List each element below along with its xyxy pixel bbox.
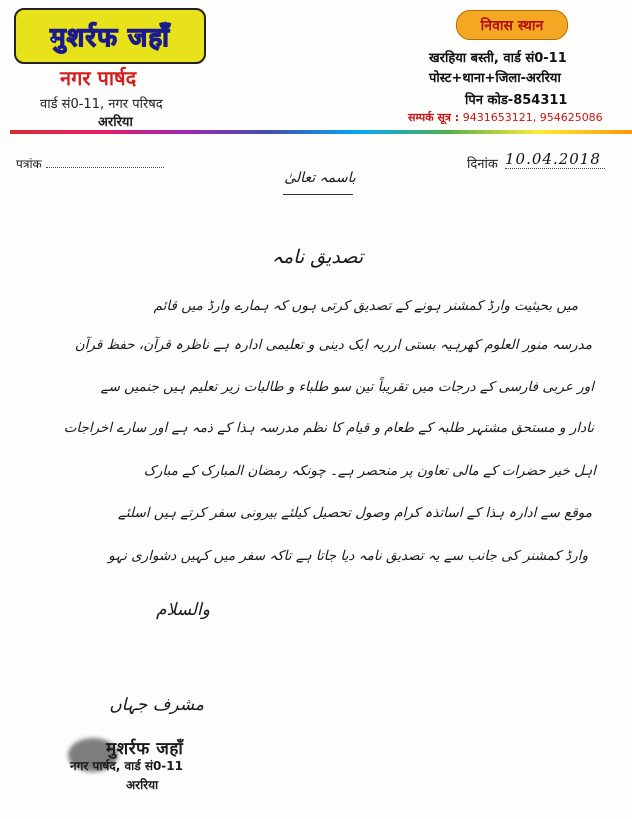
name-badge [14,8,206,64]
letterhead-city: अररिया [98,115,133,130]
contact-phones: 9431653121, 954625086 [462,111,603,124]
rainbow-divider [10,130,632,134]
address-line-2: पोस्ट+थाना+जिला-अररिया [429,71,561,86]
stamp-city: अररिया [126,778,159,792]
contact-line [408,110,603,125]
letterhead-designation: नगर पार्षद [60,66,137,90]
invocation-underline [283,194,353,195]
letter-line: اور عربی فارسی کے درجات میں تقریباً تین سو طلباء و طالبات زیر تعلیم ہیں جنمیں سے [100,379,594,395]
letter-line: موقع سے ادارہ ہذا کے اساتذہ کرام وصول تحصیل کیلئے بیرونی سفر کرتے ہیں اسلئے [118,505,592,521]
letter-line: اہل خیر حضرات کے مالی تعاون پر منحصر ہے۔ چونکہ رمضان المبارک کے مبارک [143,463,596,479]
invocation: باسمہ تعالیٰ [284,170,356,186]
residence-label: निवास स्थान [480,17,544,34]
letter-line: مدرسہ منور العلوم کھرہیہ بستی ارریہ ایک دینی و تعلیمی ادارہ ہے ناظرہ قرآن، حفظ قرآن [74,337,592,353]
letterhead-ward: वार्ड सं0-11, नगर परिषद [40,97,163,112]
date-label: दिनांक [467,157,498,172]
reference-field [16,155,164,172]
address-line-1: खरहिया बस्ती, वार्ड सं0-11 [429,51,567,66]
letter-title: تصدیق نامہ [271,246,364,268]
date-value: 10.04.2018 [505,150,605,169]
reference-label: पत्रांक [16,157,42,171]
stamp-name: मुशर्रफ जहाँ [106,739,184,759]
stamp-designation: नगर पार्षद, वार्ड सं0-11 [70,759,183,773]
letter-line: وارڈ کمشنر کی جانب سے یہ تصدیق نامہ دیا جاتا ہے تاکہ سفر میں کہیں دشواری نہو [108,548,588,564]
letterhead-name: मुशर्रफ जहाँ [50,23,170,53]
pin-code: पिन कोड-854311 [465,93,568,108]
contact-label: सम्पर्क सूत्र : [408,111,460,124]
letter-line: نادار و مستحق مشتہر طلبہ کے طعام و قیام کا نظم مدرسہ ہذا کے ذمہ ہے اور سارے اخراجات [63,420,594,436]
reference-dots [46,157,164,168]
closing-salutation: والسلام [156,600,210,620]
residence-badge [456,10,568,40]
handwritten-signature: مشرف جہاں [109,695,204,715]
letter-line: میں بحیثیت وارڈ کمشنر ہونے کے تصدیق کرتی ہوں کہ ہمارے وارڈ میں قائم [153,298,578,314]
